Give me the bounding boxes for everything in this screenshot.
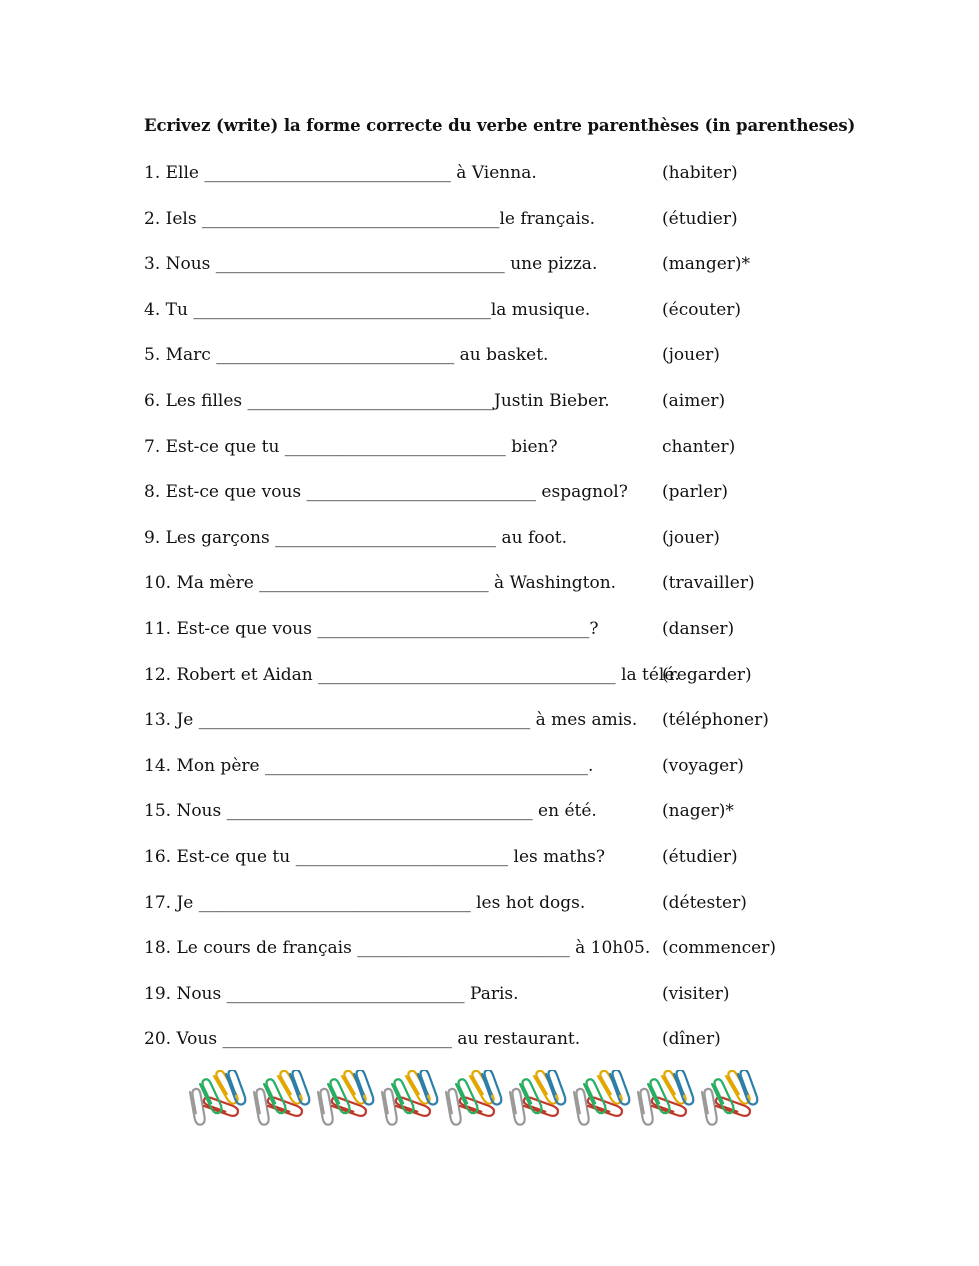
exercise-verb: (nager)* — [662, 801, 734, 822]
exercise-verb: (commencer) — [662, 938, 776, 959]
exercise-sentence: 3. Nous __________________________________ une pizza. — [144, 254, 598, 275]
exercise-verb: (étudier) — [662, 208, 738, 229]
exercise-item — [144, 571, 824, 595]
exercise-verb: (habiter) — [662, 163, 738, 183]
exercise-sentence: 11. Est-ce que vous ________________________________? — [144, 619, 599, 639]
exercise-verb: (détester) — [662, 892, 747, 913]
exercise-sentence: 9. Les garçons __________________________ au foot. — [144, 527, 567, 548]
exercise-sentence: 16. Est-ce que tu _________________________ les maths? — [144, 847, 606, 867]
exercise-item — [144, 845, 824, 869]
exercise-sentence: 17. Je ________________________________ les hot dogs. — [144, 892, 586, 913]
exercise-sentence: 20. Vous ___________________________ au restaurant. — [144, 1029, 581, 1050]
exercise-verb: (étudier) — [662, 847, 738, 867]
exercise-sentence: 18. Le cours de français _________________________ à 10h05. — [144, 938, 651, 959]
exercise-verb: chanter) — [662, 436, 736, 457]
exercise-sentence: 12. Robert et Aidan ___________________________________ la télé. — [144, 664, 680, 685]
exercise-sentence: 5. Marc ____________________________ au basket. — [144, 345, 549, 366]
exercise-item — [144, 982, 824, 1006]
exercise-sentence: 10. Ma mère ___________________________ à Washington. — [144, 573, 617, 594]
exercise-item — [144, 298, 824, 322]
exercise-verb: (danser) — [662, 619, 735, 639]
worksheet-title: Ecrivez (write) la forme correcte du verbe entre parenthèses (in parentheses) — [144, 116, 856, 135]
exercise-item — [144, 161, 824, 185]
exercise-verb: (regarder) — [662, 664, 752, 685]
exercise-sentence: 14. Mon père ______________________________________. — [144, 755, 594, 776]
paperclip-cluster-icon — [702, 1070, 759, 1125]
exercise-verb: (jouer) — [662, 345, 720, 366]
paperclip-cluster-icon — [510, 1070, 567, 1125]
exercise-verb: (jouer) — [662, 527, 720, 548]
exercise-item — [144, 207, 824, 231]
exercise-item — [144, 754, 824, 778]
paperclip-cluster-icon — [190, 1070, 247, 1125]
exercise-item — [144, 252, 824, 276]
paperclip-cluster-icon — [446, 1070, 503, 1125]
exercise-sentence: 7. Est-ce que tu __________________________ bien? — [144, 436, 558, 457]
paperclips-decoration — [180, 1070, 780, 1140]
exercise-verb: (aimer) — [662, 391, 726, 411]
exercise-verb: (visiter) — [662, 983, 730, 1004]
exercise-item — [144, 663, 824, 687]
paperclip-cluster-icon — [638, 1070, 695, 1125]
exercise-verb: (voyager) — [662, 755, 744, 776]
exercise-sentence: 8. Est-ce que vous ___________________________ espagnol? — [144, 482, 628, 503]
paperclip-cluster-icon — [318, 1070, 375, 1125]
exercise-verb: (manger)* — [662, 254, 751, 275]
exercise-item — [144, 526, 824, 550]
exercise-sentence: 15. Nous ____________________________________ en été. — [144, 801, 597, 822]
exercise-item — [144, 343, 824, 367]
exercise-sentence: 19. Nous ____________________________ Paris. — [144, 983, 519, 1004]
exercise-sentence: 13. Je _______________________________________ à mes amis. — [144, 710, 638, 731]
exercise-verb: (dîner) — [662, 1029, 721, 1050]
exercise-item — [144, 1027, 824, 1051]
exercise-sentence: 1. Elle _____________________________ à Vienna. — [144, 163, 537, 183]
exercise-item — [144, 617, 824, 641]
paperclip-cluster-icon — [254, 1070, 311, 1125]
exercise-item — [144, 389, 824, 413]
paperclip-cluster-icon — [574, 1070, 631, 1125]
exercise-item — [144, 799, 824, 823]
exercise-item — [144, 936, 824, 960]
exercise-item — [144, 708, 824, 732]
exercise-sentence: 2. Iels ___________________________________le français. — [144, 208, 596, 229]
paperclip-cluster-icon — [382, 1070, 439, 1125]
exercise-sentence: 4. Tu ___________________________________la musique. — [144, 299, 591, 320]
exercise-item — [144, 435, 824, 459]
exercise-verb: (téléphoner) — [662, 710, 769, 731]
exercise-verb: (travailler) — [662, 573, 755, 594]
exercise-sentence: 6. Les filles _____________________________Justin Bieber. — [144, 391, 610, 411]
exercise-verb: (écouter) — [662, 299, 742, 320]
exercise-item — [144, 480, 824, 504]
exercise-item — [144, 891, 824, 915]
exercise-verb: (parler) — [662, 482, 729, 503]
